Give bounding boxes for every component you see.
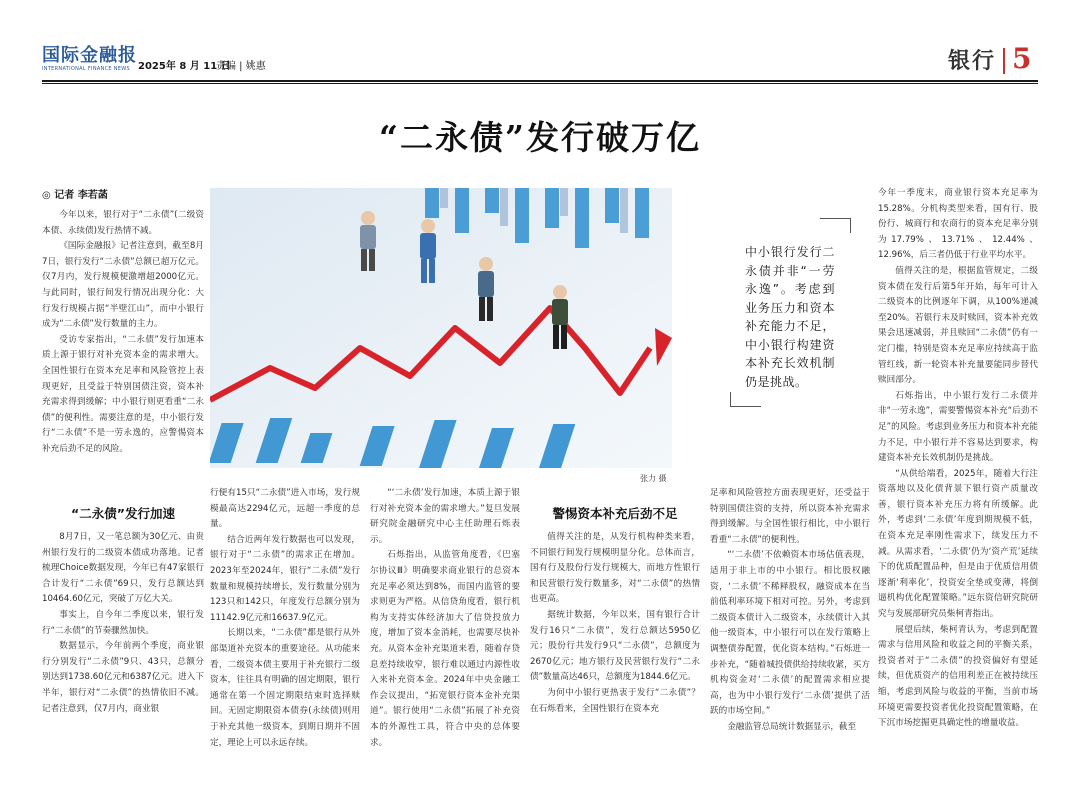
paragraph: 事实上，自今年二季度以来，银行发行“二永债”的节奏骤然加快。 bbox=[42, 609, 204, 636]
paragraph: 长期以来，“二永债”都是银行从外部渠道补充资本的重要途径。从功能来看，二级资本债主要用于补充银行二级资本，往往具有明确的固定期限，银行通常在第一个固定期限结束时选择赎回。无固定期限资本债券(永续债)则用于补充其他一级资本，到期日期并不固定，理论上可以永远存续。 bbox=[210, 628, 360, 748]
column-5 bbox=[710, 486, 870, 758]
paragraph: “‘二永债’不依赖资本市场估值表现，适用于非上市的中小银行。相比股权融资，‘二永债’不稀释股权，融资成本在当前低利率环境下相对可控。另外，考虑到二级资本债计入二级资本，永续债计入其他一级资本，中小银行可以在发行策略上调整债券配置，优化资本结构。”石烁进一步补充，“随着城投债供给持续收紧，买方机构资金对‘二永债’的配置需求相应提高，也为中小银行发行‘二永债’提供了活跃的市场空间。” bbox=[710, 550, 870, 717]
header-rule-thin bbox=[42, 83, 1038, 84]
paragraph: 值得关注的是，从发行机构种类来看，不同银行间发行规模明显分化。总体而言，国有行及股份行发行规模大，而地方性银行和民营银行发行数量多，对“二永债”的热情也更高。 bbox=[530, 532, 700, 605]
paragraph: 结合近两年发行数据也可以发现，银行对于“二永债”的需求正在增加。2023年至2024年，银行“二永债”发行数量和规模持续增长，发行数量分别为123只和142只，年度发行总额分别为11142.9亿元和16637.9亿元。 bbox=[210, 534, 360, 623]
column-3 bbox=[370, 486, 520, 758]
paragraph: 数据显示，今年前两个季度，商业银行分别发行“二永债”9只、43只，总额分别达到1738.60亿元和6387亿元。进入下半年，银行对“二永债”的热情依旧不减。记者注意到，仅7月内，商业银 bbox=[42, 641, 204, 714]
editor-credit: 责编 | 姚惠 bbox=[216, 61, 266, 72]
column-4 bbox=[530, 530, 700, 758]
article-photo bbox=[210, 188, 672, 468]
column-1-top bbox=[42, 208, 204, 498]
paragraph: “从供给端看，2025年，随着大行注资落地以及化债背景下银行资产质量改善，银行资本补充压力将有所缓解。此外，考虑到‘二永债’年度到期规模不低，在资本充足率刚性需求下，续发压力不减。从需求看，‘二永债’仍为‘资产荒’延续下的优质配置品种，但是由于优质信用债逐渐‘利率化’，投资安全垫或变薄，将倒逼机构优化配置策略。”远东资信研究院研究与发展部研究员柴柯青指出。 bbox=[878, 468, 1038, 620]
masthead-english: INTERNATIONAL FINANCE NEWS bbox=[42, 66, 130, 72]
paragraph: 受访专家指出，“二永债”发行加速本质上源于银行对补充资本金的需求增大。全国性银行在资本充足率和风险管控上表现更好，且受益于特别国债注资，资本补充需求得到缓解；中小银行则更看重“二永债”的便利性。需要注意的是，中小银行发行“二永债”不是一劳永逸的，应警惕资本补充后劲不足的风险。 bbox=[42, 334, 204, 454]
byline: ◎ 记者 李若菡 bbox=[42, 190, 108, 201]
section-divider bbox=[1003, 48, 1005, 74]
section-name: 银行 bbox=[948, 49, 997, 74]
column-1-bottom bbox=[42, 530, 204, 760]
masthead-logo bbox=[42, 46, 150, 76]
pull-quote: 中小银行发行二永债并非“一劳永逸”。考虑到业务压力和资本补充能力不足，中小银行构建资本补充长效机制仍是挑战。 bbox=[745, 245, 835, 389]
paragraph: 石烁指出，中小银行发行二永债并非“一劳永逸”，需要警惕资本补充“后劲不足”的风险。考虑到业务压力和资本补充能力不足，中小银行并不容易达到要求，构建资本补充长效机制仍是挑战。 bbox=[878, 390, 1038, 464]
masthead-name: 国际金融报 bbox=[42, 45, 137, 66]
issue-date: 2025年 8 月 11 日 bbox=[138, 61, 231, 72]
business-figures-on-chart-photo bbox=[210, 188, 672, 468]
photo-credit: 张力 摄 bbox=[640, 474, 667, 483]
header-rule bbox=[42, 80, 1038, 82]
paragraph: 据统计数据，今年以来，国有银行合计发行16只“二永债”，发行总额达5950亿元；股份行共发行9只“二永债”，总额度为2670亿元；地方银行及民营银行发行“二永债”数量高达46只，总额度为1844.6亿元。 bbox=[530, 609, 700, 683]
headline: “二永债”发行破万亿 bbox=[379, 118, 701, 157]
paragraph: 为何中小银行更热衷于发行“二永债”？在石烁看来，全国性银行在资本充 bbox=[530, 687, 700, 714]
paragraph: “‘二永债’发行加速，本质上源于银行对补充资本金的需求增大。”复旦发展研究院金融研究中心主任助理石烁表示。 bbox=[370, 488, 520, 545]
paragraph: 今年以来，银行对于“二永债”(二级资本债、永续债)发行热情不减。 bbox=[42, 210, 204, 236]
paragraph: 行便有15只“二永债”进入市场，发行规模最高达2294亿元，远超一季度的总量。 bbox=[210, 488, 360, 530]
paragraph: 8月7日，又一笔总额为30亿元、由贵州银行发行的二级资本债成功落地。记者梳理Choice数据发现，今年已有47家银行合计发行“二永债”69只，发行总额达到10464.60亿元，突破了万亿大关。 bbox=[42, 532, 204, 605]
paragraph: 足率和风险管控方面表现更好，还受益于特别国债注资的支持，所以资本补充需求得到缓解。与全国性银行相比，中小银行看重“二永债”的便利性。 bbox=[710, 488, 870, 545]
page-number: 5 bbox=[1012, 42, 1032, 75]
paragraph: 《国际金融报》记者注意到，截至8月7日，银行发行“二永债”总额已超万亿元。仅7月内，发行规模便激增超2000亿元。与此同时，银行间发行情况出现分化：大行发行规模占据“半壁江山”，而中小银行成为“二永债”发行数量的主力。 bbox=[42, 241, 204, 330]
paragraph: 今年一季度末，商业银行资本充足率为15.28%。分机构类型来看，国有行、股份行、城商行和农商行的资本充足率分别为17.79%、13.71%、12.44%、12.96%，后三者仍低于行业平均水平。 bbox=[878, 188, 1038, 261]
paragraph: 金融监管总局统计数据显示，截至 bbox=[727, 721, 857, 732]
paragraph: 展望后续，柴柯青认为，考虑到配置需求与信用风险和收益之间的平衡关系，投资者对于“二永债”的投资偏好有望延续，但优质资产的信用利差正在被持续压缩，考虑到风险与收益的平衡，当前市场环境更需要投资者优化投资配置策略，在下沉市场挖掘更具确定性的增量收益。 bbox=[878, 624, 1038, 729]
paragraph: 石烁指出，从监管角度看，《巴塞尔协议Ⅲ》明确要求商业银行的总资本充足率必须达到8%，而国内监管的要求则更为严格。从信贷角度看，银行机构为支持实体经济加大了信贷投放力度，增加了资本金消耗，也需要尽快补充。从资本金补充渠道来看，随着存贷息差持续收窄，银行难以通过内源性收入来补充资本金。2024年中央金融工作会议提出，“拓宽银行资本金补充渠道”。银行使用“二永债”拓展了补充资本的外源性工具，符合中央的总体要求。 bbox=[370, 550, 520, 748]
column-6 bbox=[878, 186, 1038, 758]
subheading-1: “二永债”发行加速 bbox=[71, 506, 175, 521]
paragraph: 值得关注的是，根据监管规定，二级资本债在发行后第5年开始，每年可计入二级资本的比例逐年下调，从100%递减至20%。若银行未及时赎回，资本补充效果会迅速减弱，并且赎回“二永债”仍有一定门槛，特别是资本充足率应持续高于监管红线，新一轮资本补充量要能同步替代赎回部分。 bbox=[878, 265, 1038, 386]
subheading-2: 警惕资本补充后劲不足 bbox=[552, 506, 678, 521]
bracket-top-right bbox=[820, 218, 851, 233]
bracket-bottom-left bbox=[730, 392, 761, 407]
column-2 bbox=[210, 486, 360, 758]
